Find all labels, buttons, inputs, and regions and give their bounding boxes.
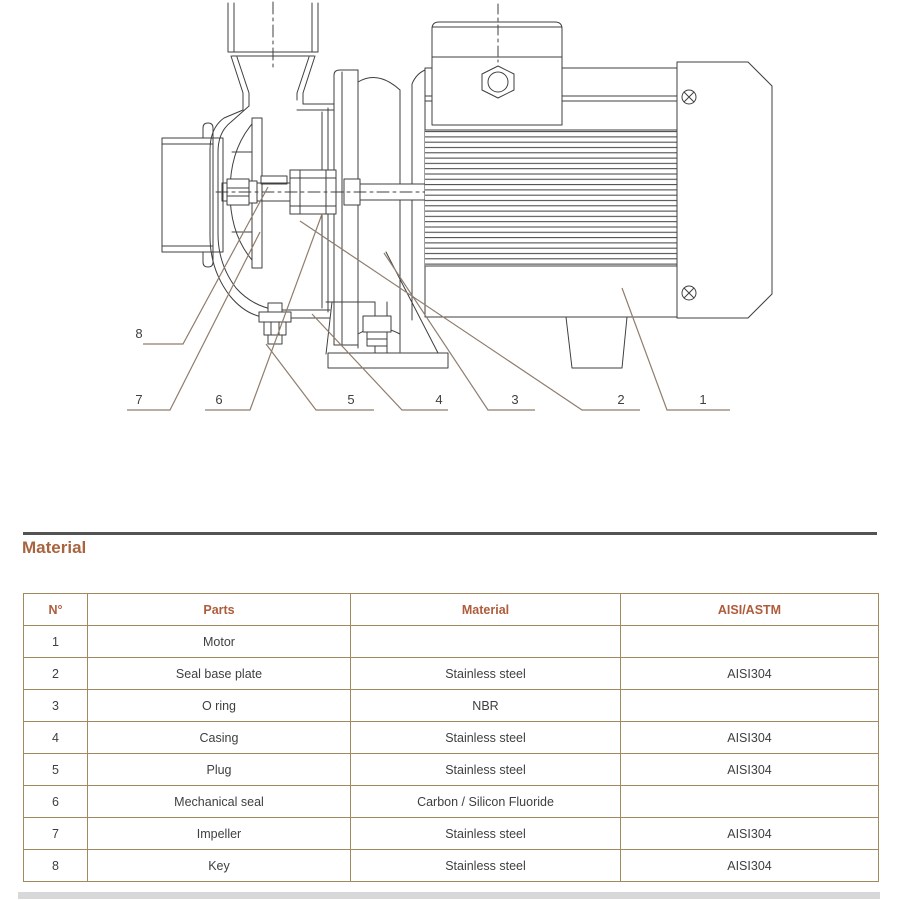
cell-part: Motor <box>88 626 351 658</box>
column-header: N° <box>24 594 88 626</box>
cell-material: Stainless steel <box>351 658 621 690</box>
page-footer-band <box>18 892 880 899</box>
cell-material <box>351 626 621 658</box>
callout-label-2: 2 <box>617 392 625 407</box>
table-row <box>24 722 879 754</box>
cell-n: 1 <box>24 626 88 658</box>
section-divider-rule <box>23 532 877 535</box>
terminal-box <box>432 4 562 125</box>
cell-part: Mechanical seal <box>88 786 351 818</box>
table-header-row <box>24 594 879 626</box>
cell-n: 7 <box>24 818 88 850</box>
callout-label-3: 3 <box>511 392 519 407</box>
cell-aisi <box>621 626 879 658</box>
suction-flange <box>162 123 223 267</box>
cell-part: Impeller <box>88 818 351 850</box>
support-foot <box>326 252 448 368</box>
leader-3-o-ring <box>384 253 535 410</box>
cell-part: Casing <box>88 722 351 754</box>
cell-material: Carbon / Silicon Fluoride <box>351 786 621 818</box>
cell-material: Stainless steel <box>351 818 621 850</box>
leader-7-impeller <box>127 232 260 410</box>
leader-1-motor <box>622 288 730 410</box>
table-row <box>24 786 879 818</box>
callout-label-1: 1 <box>699 392 707 407</box>
shaft-assembly <box>216 170 450 214</box>
table-row <box>24 658 879 690</box>
motor-foot <box>566 317 627 368</box>
cell-n: 2 <box>24 658 88 690</box>
cell-material: NBR <box>351 690 621 722</box>
cell-n: 4 <box>24 722 88 754</box>
column-header: Parts <box>88 594 351 626</box>
cell-n: 8 <box>24 850 88 882</box>
cell-aisi: AISI304 <box>621 658 879 690</box>
table-row <box>24 818 879 850</box>
column-header: AISI/ASTM <box>621 594 879 626</box>
cell-n: 6 <box>24 786 88 818</box>
cell-n: 5 <box>24 754 88 786</box>
table-row <box>24 754 879 786</box>
table-row <box>24 690 879 722</box>
cell-part: Seal base plate <box>88 658 351 690</box>
cell-material: Stainless steel <box>351 722 621 754</box>
pump-cross-section-diagram <box>0 0 900 440</box>
cell-part: Plug <box>88 754 351 786</box>
cell-aisi: AISI304 <box>621 850 879 882</box>
motor-end-cap <box>677 62 772 318</box>
callout-label-8: 8 <box>135 326 143 341</box>
table-row <box>24 850 879 882</box>
end-cap-screws <box>682 90 696 300</box>
drain-plug <box>259 303 291 344</box>
cell-aisi: AISI304 <box>621 818 879 850</box>
table-row <box>24 626 879 658</box>
callout-label-4: 4 <box>435 392 443 407</box>
seal-base-plate <box>334 70 358 348</box>
callout-label-7: 7 <box>135 392 143 407</box>
discharge-pipe <box>228 2 318 110</box>
callout-label-5: 5 <box>347 392 355 407</box>
cell-part: O ring <box>88 690 351 722</box>
cell-aisi: AISI304 <box>621 754 879 786</box>
motor-fins <box>425 130 677 266</box>
cell-n: 3 <box>24 690 88 722</box>
cell-aisi <box>621 786 879 818</box>
motor-bracket <box>358 70 425 352</box>
section-title: Material <box>22 538 87 557</box>
material-table <box>23 593 879 882</box>
cell-aisi: AISI304 <box>621 722 879 754</box>
callout-label-6: 6 <box>215 392 223 407</box>
column-header: Material <box>351 594 621 626</box>
cell-part: Key <box>88 850 351 882</box>
cell-aisi <box>621 690 879 722</box>
cell-material: Stainless steel <box>351 754 621 786</box>
cell-material: Stainless steel <box>351 850 621 882</box>
